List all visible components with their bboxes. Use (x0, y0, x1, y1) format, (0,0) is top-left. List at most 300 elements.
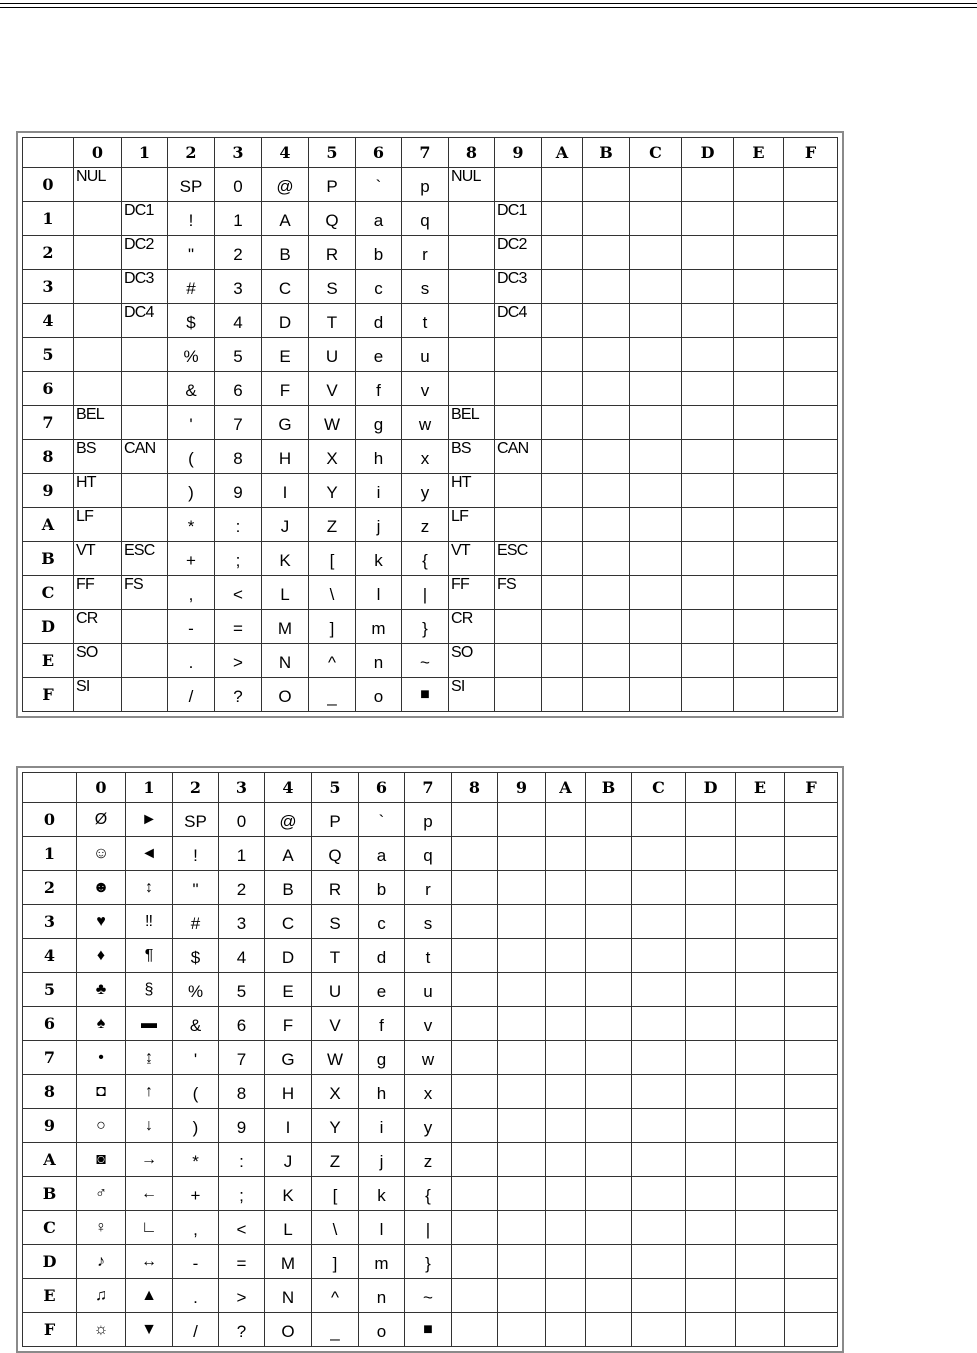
code-cell (586, 1245, 632, 1279)
code-cell (785, 1313, 838, 1347)
code-cell (682, 270, 734, 304)
code-cell (583, 270, 630, 304)
code-cell: = (219, 1245, 265, 1279)
code-cell: $ (168, 304, 215, 338)
code-cell (546, 803, 586, 837)
code-cell (682, 644, 734, 678)
code-cell: G (262, 406, 309, 440)
code-cell (632, 1279, 686, 1313)
table-row (23, 1177, 838, 1211)
code-cell: / (173, 1313, 219, 1347)
code-cell (784, 236, 838, 270)
column-header: 9 (495, 138, 542, 168)
code-cell (542, 440, 583, 474)
code-cell: SP (173, 803, 219, 837)
code-cell: # (173, 905, 219, 939)
code-cell: 3 (215, 270, 262, 304)
table-row (23, 837, 838, 871)
code-cell (736, 803, 785, 837)
code-cell: B (262, 236, 309, 270)
code-cell: ? (219, 1313, 265, 1347)
column-header: E (736, 773, 785, 803)
code-cell (734, 338, 784, 372)
code-cell (736, 1177, 785, 1211)
code-cell (785, 1109, 838, 1143)
table-row (23, 1313, 838, 1347)
code-cell: T (312, 939, 359, 973)
code-cell: # (168, 270, 215, 304)
code-cell (498, 871, 546, 905)
table-row (23, 168, 838, 202)
code-cell: 5 (219, 973, 265, 1007)
code-cell: FF (449, 576, 495, 610)
code-cell (736, 1279, 785, 1313)
code-cell (583, 542, 630, 576)
code-cell: DC2 (122, 236, 168, 270)
row-header: 5 (23, 973, 77, 1007)
code-cell: . (173, 1279, 219, 1313)
code-cell (495, 610, 542, 644)
code-cell (632, 973, 686, 1007)
code-cell (734, 474, 784, 508)
code-cell: SI (74, 678, 122, 712)
code-cell (686, 1075, 736, 1109)
code-cell: ∟ (126, 1211, 173, 1245)
code-cell (736, 837, 785, 871)
code-cell (586, 1075, 632, 1109)
code-cell (586, 1143, 632, 1177)
code-cell: ~ (402, 644, 449, 678)
row-header: A (23, 1143, 77, 1177)
code-cell: ~ (405, 1279, 452, 1313)
code-cell: DC2 (495, 236, 542, 270)
code-cell: FS (495, 576, 542, 610)
code-cell (736, 1041, 785, 1075)
code-cell: f (359, 1007, 405, 1041)
code-cell: 0 (215, 168, 262, 202)
code-cell (785, 939, 838, 973)
code-cell (632, 803, 686, 837)
code-cell: % (173, 973, 219, 1007)
table-row (23, 270, 838, 304)
code-cell (630, 270, 682, 304)
code-cell: N (265, 1279, 312, 1313)
code-cell (682, 304, 734, 338)
code-cell: ( (168, 440, 215, 474)
code-cell: t (402, 304, 449, 338)
code-cell (632, 871, 686, 905)
code-cell (785, 1245, 838, 1279)
code-cell (686, 1143, 736, 1177)
code-cell: v (405, 1007, 452, 1041)
code-cell (495, 406, 542, 440)
code-cell: FF (74, 576, 122, 610)
code-cell: * (168, 508, 215, 542)
column-header: 6 (356, 138, 402, 168)
code-cell: : (215, 508, 262, 542)
code-cell (630, 338, 682, 372)
code-cell: T (309, 304, 356, 338)
code-cell (586, 973, 632, 1007)
code-cell (452, 1245, 498, 1279)
column-header: 9 (498, 773, 546, 803)
code-cell: b (356, 236, 402, 270)
code-cell (784, 644, 838, 678)
code-cell (785, 1041, 838, 1075)
code-cell (736, 1075, 785, 1109)
row-header: 5 (23, 338, 74, 372)
row-header: 6 (23, 1007, 77, 1041)
code-cell (542, 474, 583, 508)
code-cell (682, 202, 734, 236)
code-cell (546, 871, 586, 905)
code-cell: _ (312, 1313, 359, 1347)
code-cell: q (405, 837, 452, 871)
code-cell (546, 1279, 586, 1313)
code-cell (630, 372, 682, 406)
code-cell: R (309, 236, 356, 270)
code-cell: ! (168, 202, 215, 236)
code-cell (785, 905, 838, 939)
code-cell (632, 1109, 686, 1143)
code-cell: ☺ (77, 837, 126, 871)
code-cell (682, 678, 734, 712)
code-cell: G (265, 1041, 312, 1075)
code-cell: ▲ (126, 1279, 173, 1313)
code-cell (122, 508, 168, 542)
row-header: 8 (23, 1075, 77, 1109)
code-cell: 2 (215, 236, 262, 270)
code-cell (498, 1313, 546, 1347)
code-cell (736, 1313, 785, 1347)
column-header: A (546, 773, 586, 803)
code-table-1-frame (16, 131, 844, 718)
code-cell (686, 1211, 736, 1245)
row-header: 2 (23, 236, 74, 270)
code-cell: ► (126, 803, 173, 837)
row-header: B (23, 542, 74, 576)
code-cell (686, 1041, 736, 1075)
code-cell: VT (449, 542, 495, 576)
code-cell (734, 576, 784, 610)
code-cell (495, 644, 542, 678)
code-cell (495, 678, 542, 712)
code-cell (498, 1109, 546, 1143)
code-cell: j (356, 508, 402, 542)
code-cell (630, 610, 682, 644)
code-cell: ; (219, 1177, 265, 1211)
code-cell (122, 338, 168, 372)
code-cell: h (356, 440, 402, 474)
code-cell (785, 1075, 838, 1109)
code-cell (736, 1109, 785, 1143)
code-cell (498, 973, 546, 1007)
code-cell: g (356, 406, 402, 440)
code-cell (682, 168, 734, 202)
row-header: B (23, 1177, 77, 1211)
code-cell (583, 678, 630, 712)
code-cell: d (359, 939, 405, 973)
row-header: F (23, 678, 74, 712)
code-cell: / (168, 678, 215, 712)
code-cell (495, 474, 542, 508)
code-cell: ` (356, 168, 402, 202)
code-cell (542, 406, 583, 440)
code-cell (630, 508, 682, 542)
code-cell (498, 1143, 546, 1177)
code-cell (632, 1007, 686, 1041)
code-cell (630, 474, 682, 508)
code-cell: - (173, 1245, 219, 1279)
code-cell (734, 542, 784, 576)
code-cell: ♠ (77, 1007, 126, 1041)
code-cell (734, 270, 784, 304)
code-cell: e (356, 338, 402, 372)
code-cell (542, 644, 583, 678)
code-cell (586, 1007, 632, 1041)
top-rule-inner (0, 7, 977, 8)
code-cell (785, 803, 838, 837)
code-cell (583, 304, 630, 338)
code-cell: 8 (215, 440, 262, 474)
code-cell (586, 1313, 632, 1347)
code-cell (122, 678, 168, 712)
column-header: 4 (265, 773, 312, 803)
code-cell (686, 1279, 736, 1313)
row-header: 4 (23, 939, 77, 973)
code-cell (686, 1109, 736, 1143)
code-cell: 5 (215, 338, 262, 372)
column-header: D (686, 773, 736, 803)
code-cell (546, 905, 586, 939)
code-cell (784, 338, 838, 372)
code-cell: : (219, 1143, 265, 1177)
code-cell: ^ (309, 644, 356, 678)
code-cell (686, 1177, 736, 1211)
code-cell (586, 837, 632, 871)
code-cell: o (359, 1313, 405, 1347)
code-cell (452, 1007, 498, 1041)
code-cell: < (215, 576, 262, 610)
code-cell: SP (168, 168, 215, 202)
table-row (23, 508, 838, 542)
code-cell (682, 474, 734, 508)
code-cell: LF (449, 508, 495, 542)
table-row (23, 338, 838, 372)
column-header: 8 (449, 138, 495, 168)
code-cell (734, 202, 784, 236)
code-cell (546, 1177, 586, 1211)
code-cell: % (168, 338, 215, 372)
code-cell: U (312, 973, 359, 1007)
code-cell (632, 837, 686, 871)
code-cell: Q (309, 202, 356, 236)
code-cell: CAN (495, 440, 542, 474)
code-cell: a (359, 837, 405, 871)
code-cell: ' (173, 1041, 219, 1075)
code-cell (734, 644, 784, 678)
table-row (23, 939, 838, 973)
row-header: E (23, 644, 74, 678)
code-cell: ‼ (126, 905, 173, 939)
code-cell (686, 939, 736, 973)
code-cell: 9 (219, 1109, 265, 1143)
code-cell (498, 1177, 546, 1211)
column-header: 0 (77, 773, 126, 803)
column-header: 7 (405, 773, 452, 803)
code-cell: ¶ (126, 939, 173, 973)
code-cell: → (126, 1143, 173, 1177)
code-cell: ▬ (126, 1007, 173, 1041)
top-rule (0, 3, 977, 4)
column-header: 2 (173, 773, 219, 803)
code-cell (449, 270, 495, 304)
code-cell: V (309, 372, 356, 406)
code-cell: CR (449, 610, 495, 644)
code-cell (686, 1007, 736, 1041)
code-cell (449, 338, 495, 372)
code-cell: m (359, 1245, 405, 1279)
code-cell: DC4 (122, 304, 168, 338)
code-cell: 4 (219, 939, 265, 973)
code-cell (734, 610, 784, 644)
code-cell (632, 1211, 686, 1245)
code-cell (586, 1177, 632, 1211)
code-cell: ) (168, 474, 215, 508)
code-cell (682, 610, 734, 644)
code-cell: { (402, 542, 449, 576)
code-cell (630, 406, 682, 440)
code-cell: ] (312, 1245, 359, 1279)
code-cell: l (356, 576, 402, 610)
table-row (23, 973, 838, 1007)
code-cell (785, 1211, 838, 1245)
column-header: A (542, 138, 583, 168)
table-row (23, 304, 838, 338)
column-header: 3 (219, 773, 265, 803)
table-row (23, 1109, 838, 1143)
code-cell: k (359, 1177, 405, 1211)
corner-cell (23, 138, 74, 168)
code-cell: < (219, 1211, 265, 1245)
code-cell (630, 440, 682, 474)
code-cell (74, 338, 122, 372)
row-header: 6 (23, 372, 74, 406)
code-cell (449, 202, 495, 236)
code-cell (736, 1007, 785, 1041)
row-header: 9 (23, 474, 74, 508)
code-cell: CAN (122, 440, 168, 474)
row-header: D (23, 1245, 77, 1279)
code-cell (686, 871, 736, 905)
code-cell (736, 1211, 785, 1245)
code-cell: ↓ (126, 1109, 173, 1143)
code-cell: BS (74, 440, 122, 474)
code-cell (734, 678, 784, 712)
code-cell (452, 871, 498, 905)
code-cell (495, 338, 542, 372)
code-cell: L (265, 1211, 312, 1245)
code-cell: ESC (122, 542, 168, 576)
code-cell: Ø (77, 803, 126, 837)
code-cell: 2 (219, 871, 265, 905)
table-row (23, 1041, 838, 1075)
code-cell (546, 1313, 586, 1347)
table-row (23, 576, 838, 610)
code-cell (452, 973, 498, 1007)
code-cell (495, 168, 542, 202)
table-row (23, 803, 838, 837)
code-cell: D (262, 304, 309, 338)
code-cell (686, 803, 736, 837)
row-header: C (23, 576, 74, 610)
code-cell (583, 610, 630, 644)
code-cell (686, 1313, 736, 1347)
code-cell (452, 1109, 498, 1143)
code-cell (736, 939, 785, 973)
code-cell (630, 678, 682, 712)
code-cell: U (309, 338, 356, 372)
code-cell (498, 1007, 546, 1041)
code-cell (452, 1211, 498, 1245)
code-cell: 7 (215, 406, 262, 440)
code-cell: = (215, 610, 262, 644)
code-cell: DC3 (495, 270, 542, 304)
code-cell: n (356, 644, 402, 678)
code-cell: e (359, 973, 405, 1007)
column-header: E (734, 138, 784, 168)
code-cell: & (173, 1007, 219, 1041)
column-header: B (583, 138, 630, 168)
code-cell (74, 304, 122, 338)
row-header: A (23, 508, 74, 542)
code-cell: s (405, 905, 452, 939)
code-cell: DC3 (122, 270, 168, 304)
code-cell: z (405, 1143, 452, 1177)
code-cell (632, 1177, 686, 1211)
code-cell: ↕ (126, 871, 173, 905)
column-header: 0 (74, 138, 122, 168)
code-cell (785, 1143, 838, 1177)
code-cell (452, 1075, 498, 1109)
row-header: 0 (23, 168, 74, 202)
code-cell: u (402, 338, 449, 372)
code-cell: y (405, 1109, 452, 1143)
code-cell (682, 542, 734, 576)
code-cell (734, 508, 784, 542)
row-header: 0 (23, 803, 77, 837)
code-cell (452, 837, 498, 871)
code-cell: NUL (74, 168, 122, 202)
code-cell: E (262, 338, 309, 372)
code-cell: K (262, 542, 309, 576)
code-cell (630, 576, 682, 610)
code-cell: c (359, 905, 405, 939)
code-cell: P (309, 168, 356, 202)
code-cell: P (312, 803, 359, 837)
code-cell: HT (74, 474, 122, 508)
code-cell: ^ (312, 1279, 359, 1313)
code-cell (686, 905, 736, 939)
code-cell (546, 1075, 586, 1109)
code-cell: ! (173, 837, 219, 871)
row-header: C (23, 1211, 77, 1245)
row-header: 3 (23, 270, 74, 304)
code-cell: ? (215, 678, 262, 712)
code-cell: > (219, 1279, 265, 1313)
code-cell: z (402, 508, 449, 542)
code-cell: 6 (219, 1007, 265, 1041)
